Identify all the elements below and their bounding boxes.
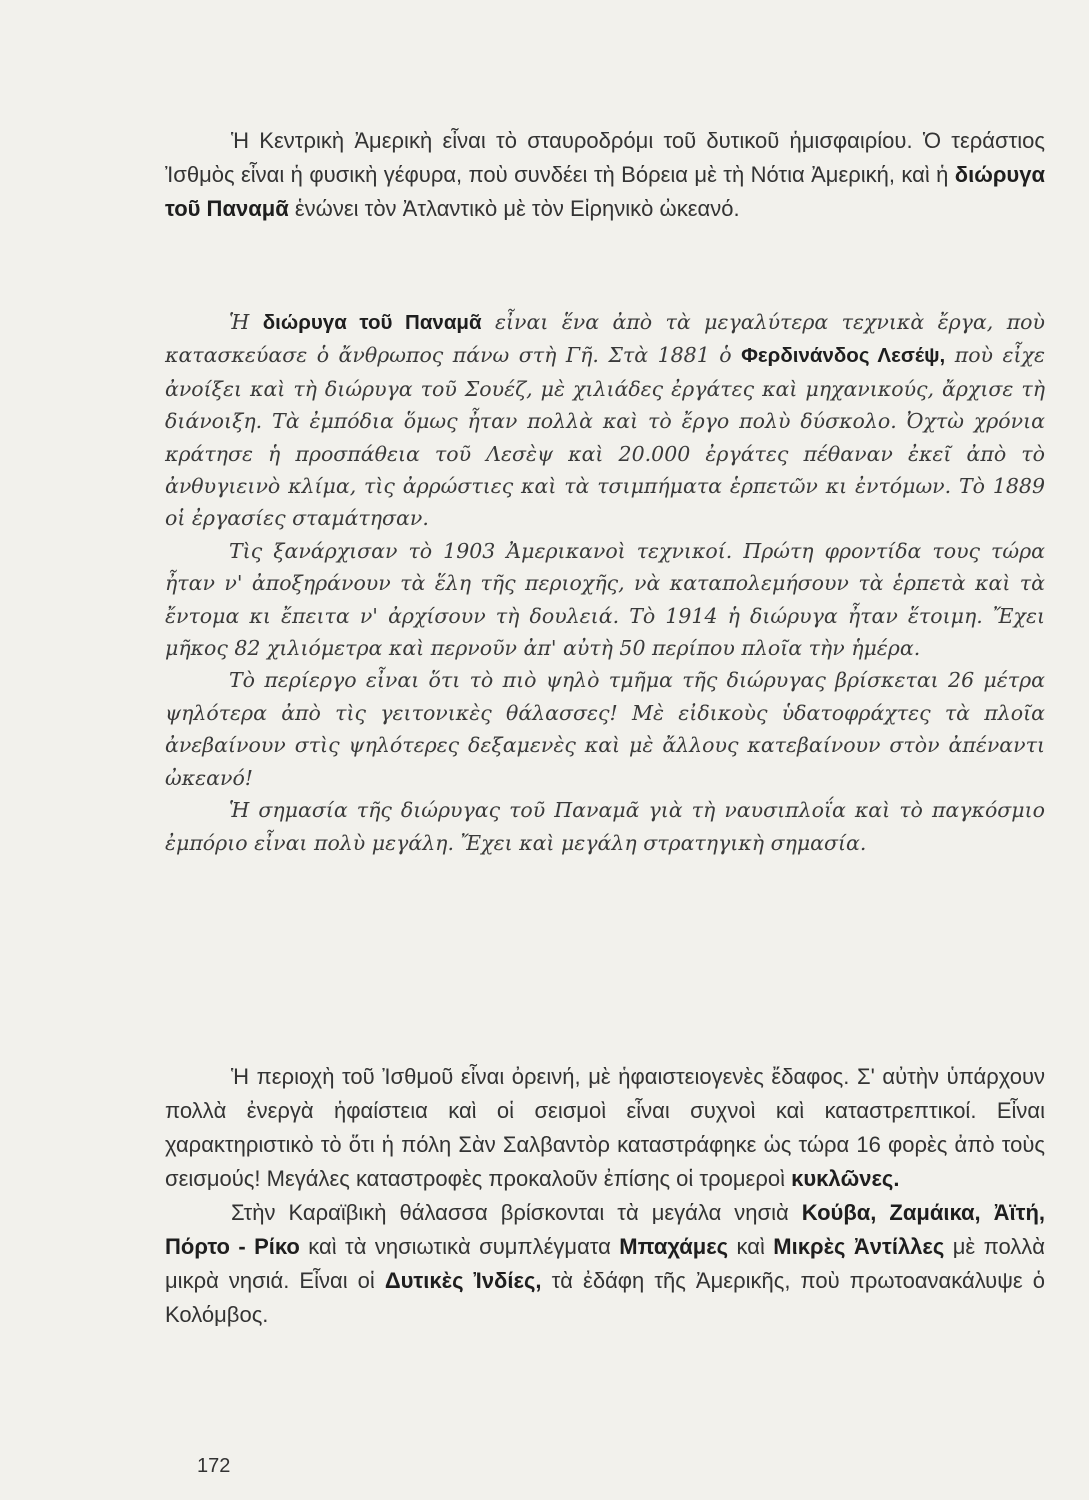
panama-paragraph-1: Ἡ διώρυγα τοῦ Παναμᾶ εἶναι ἕνα ἀπὸ τὰ μεγαλύτερα τεχνικὰ ἔργα, ποὺ κατασκεύασε ὁ ἄνθρωπος πάνω στὴ Γῆ. Στὰ 1881 ὁ Φερδινάνδος Λεσέψ, ποὺ εἶχε ἀνοίξει καὶ τὴ διώρυγα τοῦ Σουέζ, μὲ χιλιάδες ἐργάτες καὶ μηχανικούς, ἄρχισε τὴ διάνοιξη. Τὰ ἐμπόδια ὅμως ἦταν πολλὰ καὶ τὸ ἔργο πολὺ δύσκολο. Ὀχτὼ χρόνια κράτησε ἡ προσπάθεια τοῦ Λεσὲψ καὶ 20.000 ἐργάτες πέθαναν ἐκεῖ ἀπὸ τὸ ἀνθυγιεινὸ κλίμα, τὶς ἀρρώστιες καὶ τὰ τσιμπήματα ἑρπετῶν κι ἐντόμων. Τὸ 1889 οἱ ἐργασίες σταμάτησαν. (165, 310, 1045, 531)
bold-term: διώρυγα τοῦ Παναμᾶ (262, 311, 482, 334)
bold-term: Μπαχάμες (619, 1234, 729, 1259)
panama-paragraph-3: Τὸ περίεργο εἶναι ὅτι τὸ πιὸ ψηλὸ τμῆμα τῆς διώρυγας βρίσκεται 26 μέτρα ψηλότερα ἀπὸ τὶς γειτονικὲς θάλασσες! Μὲ εἰδικοὺς ὑδατοφράχτες τὰ πλοῖα ἀνεβαίνουν στὶς ψηλότερες δεξαμενὲς καὶ μὲ ἄλλους κατεβαίνουν στὸν ἀπέναντι ὠκεανό! (165, 668, 1045, 790)
isthmus-paragraph-2: Στὴν Καραϊβικὴ θάλασσα βρίσκονται τὰ μεγάλα νησιὰ Κούβα, Ζαμάικα, Ἀϊτή, Πόρτο - Ρίκο καὶ τὰ νησιωτικὰ συμπλέγματα Μπαχάμες καὶ Μικρὲς Ἀντίλλες μὲ πολλὰ μικρὰ νησιά. Εἶναι οἱ Δυτικὲς Ἰνδίες, τὰ ἐδάφη τῆς Ἀμερικῆς, ποὺ πρωτοανακάλυψε ὁ Κολόμβος. (165, 1200, 1045, 1327)
page-number: 172 (197, 1455, 231, 1477)
panama-paragraph-2: Τὶς ξανάρχισαν τὸ 1903 Ἀμερικανοὶ τεχνικοί. Πρώτη φροντίδα τους τώρα ἦταν ν' ἀποξηράνουν τὰ ἕλη τῆς περιοχῆς, νὰ καταπολεμήσουν τὰ ἑρπετὰ καὶ τὰ ἔντομα κι ἔπειτα ν' ἀρχίσουν τὴ δουλειά. Τὸ 1914 ἡ διώρυγα ἦταν ἕτοιμη. Ἔχει μῆκος 82 χιλιόμετρα καὶ περνοῦν ἀπ' αὐτὴ 50 περίπου πλοῖα τὴν ἡμέρα. (165, 538, 1045, 661)
bold-term: κυκλῶνες. (791, 1166, 900, 1191)
intro-paragraph: Ἡ Κεντρικὴ Ἀμερικὴ εἶναι τὸ σταυροδρόμι τοῦ δυτικοῦ ἡμισφαιρίου. Ὁ τεράστιος Ἰσθμὸς εἶναι ἡ φυσικὴ γέφυρα, ποὺ συνδέει τὴ Βόρεια μὲ τὴ Νότια Ἀμερική, καὶ ἡ διώρυγα τοῦ Παναμᾶ ἑνώνει τὸν Ἀτλαντικὸ μὲ τὸν Εἰρηνικὸ ὠκεανό. (165, 128, 1045, 221)
isthmus-paragraph-1: Ἡ περιοχὴ τοῦ Ἰσθμοῦ εἶναι ὀρεινή, μὲ ἡφαιστειογενὲς ἔδαφος. Σ' αὐτὴν ὑπάρχουν πολλὰ ἐνεργὰ ἡφαίστεια καὶ οἱ σεισμοὶ εἶναι συχνοὶ καὶ καταστρεπτικοί. Εἶναι χαρακτηριστικὸ τὸ ὅτι ἡ πόλη Σὰν Σαλβαντὸρ καταστράφηκε ὡς τώρα 16 φορὲς ἀπὸ τοὺς σεισμούς! Μεγάλες καταστροφὲς προκαλοῦν ἐπίσης οἱ τρομεροὶ κυκλῶνες. (165, 1064, 1045, 1191)
bold-term: Φερδινάνδος Λεσέψ, (741, 344, 946, 368)
bold-term: Μικρὲς Ἀντίλλες (773, 1234, 945, 1259)
panama-canal-section (165, 306, 1045, 859)
bold-term: Κούβα, Ζαμάικα, Ἀϊτή, Πόρτο - Ρίκο (165, 1200, 1045, 1259)
intro-section (165, 124, 1045, 226)
panama-paragraph-4: Ἡ σημασία τῆς διώρυγας τοῦ Παναμᾶ γιὰ τὴ ναυσιπλοΐα καὶ τὸ παγκόσμιο ἐμπόριο εἶναι πολὺ μεγάλη. Ἔχει καὶ μεγάλη στρατηγικὴ σημασία. (165, 798, 1045, 855)
bold-term: διώρυγα τοῦ Παναμᾶ (165, 162, 1045, 221)
bold-term: Δυτικὲς Ἰνδίες, (384, 1268, 542, 1293)
isthmus-section (165, 1060, 1045, 1332)
